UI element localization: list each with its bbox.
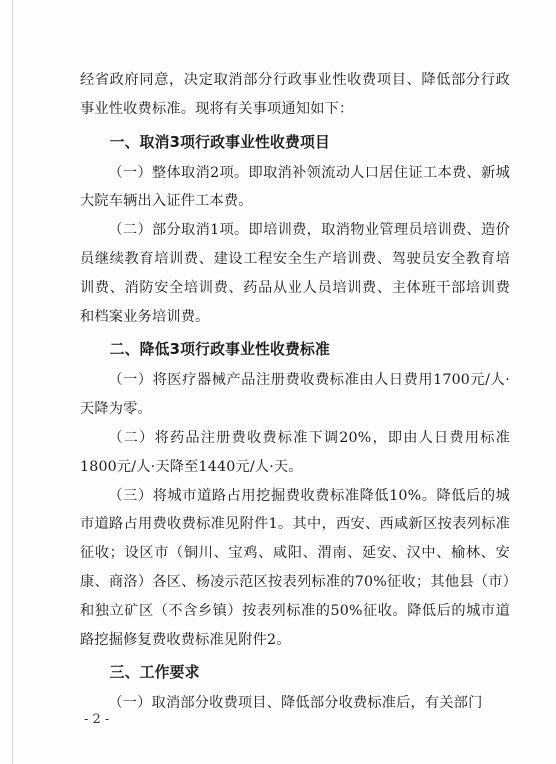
section2-paragraph-3: （三）将城市道路占用挖掘费收费标准降低10%。降低后的城市道路占用费收费标准见附件1。其中，西安、西咸新区按表列标准征收；设区市（铜川、宝鸡、咸阳、渭南、延安、汉中、榆林、安康、商洛）各区、杨凌示范区按表列标准的70%征收；其他县（市）和独立矿区（不含乡镇）按表列标准的50%征收。降低后的城市道路挖掘修复费收费标准见附件2。 (80, 487, 510, 648)
document-body (80, 66, 510, 718)
section-heading-3: 三、工作要求 (109, 664, 200, 682)
intro-paragraph: 经省政府同意，决定取消部分行政事业性收费项目、降低部分行政事业性收费标准。现将有关事项通知如下： (80, 72, 510, 117)
section1-paragraph-1: （一）整体取消2项。即取消补领流动人口居住证工本费、新城大院车辆出入证件工本费。 (80, 164, 510, 210)
section1-paragraph-2: （二）部分取消1项。即培训费，取消物业管理员培训费、造价员继续教育培训费、建设工程安全生产培训费、驾驶员安全教育培训费、消防安全培训费、药品从业人员培训费、主体班干部培训费和档案业务培训费。 (80, 222, 510, 325)
section2-paragraph-1: （一）将医疗器械产品注册费收费标准由人日费用1700元/人·天降为零。 (80, 372, 510, 418)
section3-paragraph-1: （一）取消部分收费项目、降低部分收费标准后，有关部门 (108, 695, 483, 712)
page-edge-line (12, 0, 13, 764)
section-heading-1: 一、取消3项行政事业性收费项目 (109, 133, 331, 151)
section2-paragraph-2: （二）将药品注册费收费标准下调20%，即由人日费用标准1800元/人·天降至1440元/人·天。 (80, 429, 510, 475)
page-number: - 2 - (84, 712, 110, 727)
section-heading-2: 二、降低3项行政事业性收费标准 (109, 341, 331, 359)
